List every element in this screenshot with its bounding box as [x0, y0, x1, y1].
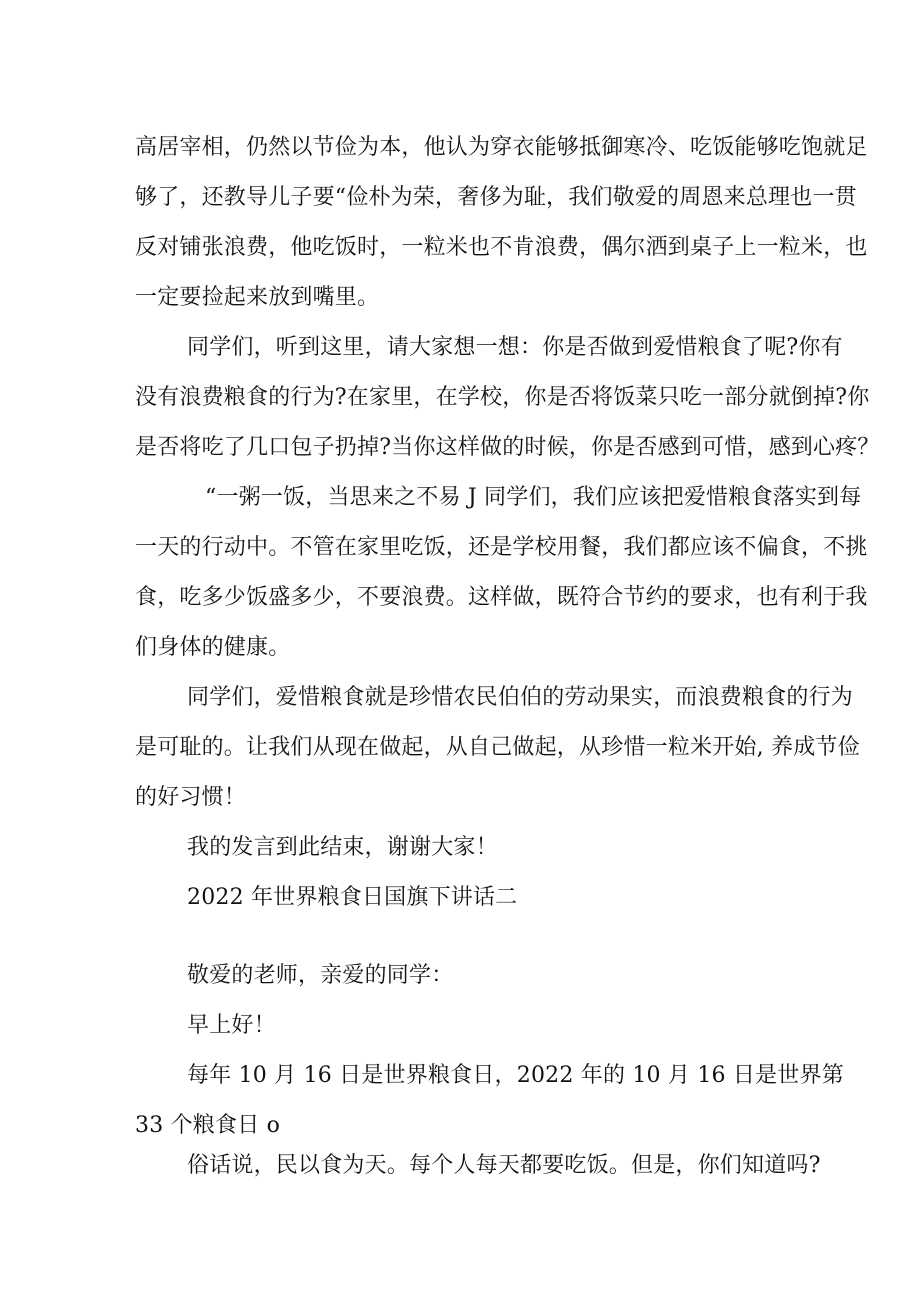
paragraph-2-line-3: 是否将吃了几口包子扔掉?当你这样做的时候，你是否感到可惜，感到心疼？	[135, 435, 880, 460]
paragraph-1-line-4: 一定要捡起来放到嘴里。	[135, 285, 380, 310]
paragraph-1-line-2: 够了，还教导儿子要“俭朴为荣，奢侈为耻，我们敬爱的周恩来总理也一贯	[135, 185, 857, 210]
paragraph-3-line-4: 们身体的健康。	[135, 635, 291, 660]
morning-greeting: 早上好！	[187, 1013, 276, 1038]
speech-2-title: 2022 年世界粮食日国旗下讲话二	[187, 885, 518, 910]
greeting-line: 敬爱的老师，亲爱的同学：	[187, 963, 454, 988]
paragraph-3-line-3: 食，吃多少饭盛多少，不要浪费。这样做，既符合节约的要求，也有利于我	[135, 585, 868, 610]
paragraph-4-line-2: 是可耻的。让我们从现在做起，从自己做起，从珍惜一粒米开始, 养成节俭	[135, 735, 860, 760]
paragraph-1-line-3: 反对铺张浪费，他吃饭时，一粒米也不肯浪费，偶尔洒到桌子上一粒米，也	[135, 235, 868, 260]
paragraph-5-line-2: 33 个粮食日 o	[135, 1113, 281, 1138]
paragraph-1-line-1: 高居宰相，仍然以节俭为本，他认为穿衣能够抵御寒冷、吃饭能够吃饱就足	[135, 135, 868, 160]
paragraph-3-line-2: 一天的行动中。不管在家里吃饭，还是学校用餐，我们都应该不偏食，不挑	[135, 535, 868, 560]
paragraph-4-line-1: 同学们，爱惜粮食就是珍惜农民伯伯的劳动果实，而浪费粮食的行为	[187, 685, 854, 710]
closing-line: 我的发言到此结束，谢谢大家！	[187, 835, 498, 860]
paragraph-2-line-2: 没有浪费粮食的行为?在家里，在学校，你是否将饭菜只吃一部分就倒掉?你	[135, 385, 870, 410]
paragraph-4-line-3: 的好习惯！	[135, 785, 247, 810]
paragraph-6-line-1: 俗话说，民以食为天。每个人每天都要吃饭。但是，你们知道吗?	[187, 1153, 821, 1178]
paragraph-3-line-1: “一粥一饭，当思来之不易 J 同学们，我们应该把爱惜粮食落实到每	[205, 485, 862, 510]
paragraph-5-line-1: 每年 10 月 16 日是世界粮食日，2022 年的 10 月 16 日是世界第	[187, 1063, 844, 1088]
paragraph-2-line-1: 同学们，听到这里，请大家想一想：你是否做到爱惜粮食了呢?你有	[187, 335, 843, 360]
